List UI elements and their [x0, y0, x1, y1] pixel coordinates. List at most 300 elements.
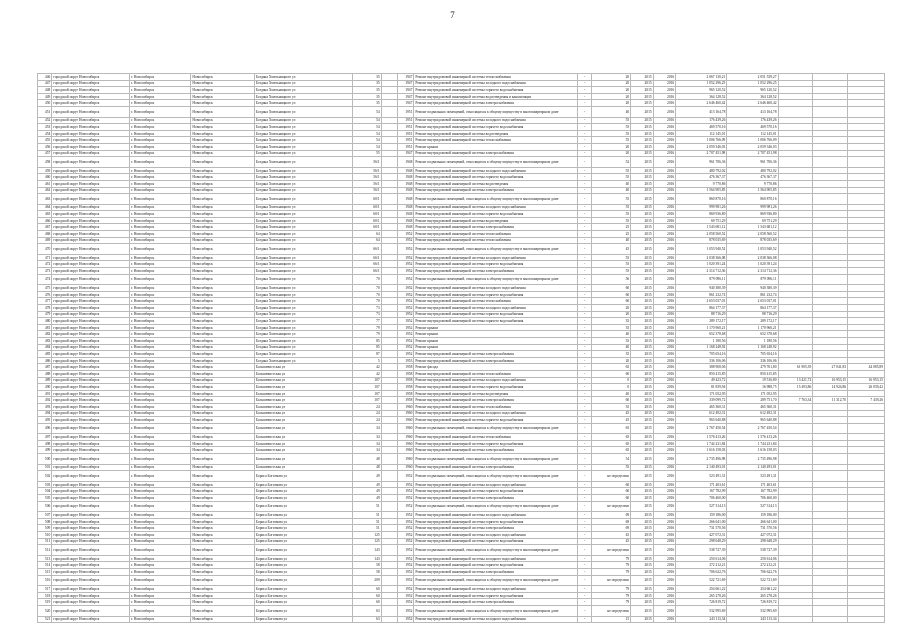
table-cell: Новосибирск — [191, 545, 254, 556]
table-cell: 451 — [38, 106, 52, 117]
table-cell: 466 — [38, 217, 52, 224]
table-cell: Ремонт внутридомовой инженерной системы электроснабжения — [414, 357, 578, 364]
table-cell — [813, 575, 848, 586]
table-cell: Новосибирск — [191, 137, 254, 144]
table-cell: 2016 — [653, 285, 676, 292]
table-cell: 494 — [38, 410, 52, 417]
table-cell — [381, 377, 397, 384]
table-cell: 1952 — [398, 311, 414, 318]
table-cell: 514 — [38, 562, 52, 569]
table-cell: 2015 — [631, 167, 654, 174]
table-cell: 55 — [592, 254, 631, 261]
table-cell: 487 — [38, 364, 52, 371]
table-cell: городской округ Новосибирск — [52, 224, 130, 231]
table-cell: 2015 — [631, 291, 654, 298]
table-cell: 167 782,99 — [676, 488, 727, 495]
table-cell: Ремонт подвальных помещений, относящихся к общему имуществу в многоквартирном доме — [414, 274, 578, 285]
table-cell: Ремонт внутридомовой инженерной системы холодного водоснабжения — [414, 410, 578, 417]
table-cell: 1948 — [398, 167, 414, 174]
table-cell — [813, 447, 848, 454]
table-cell: Ремонт внутридомовой инженерной системы горячего водоснабжения — [414, 384, 578, 391]
table-cell: 87 — [353, 351, 382, 358]
table-cell: 79 — [353, 331, 382, 338]
table-cell: г. Новосибирск — [130, 106, 191, 117]
table-cell: 462 — [38, 187, 52, 194]
table-cell: 51 — [353, 501, 382, 512]
table-cell: г. Новосибирск — [130, 137, 191, 144]
table-cell: 1948 — [398, 211, 414, 218]
table-cell: 2015 — [631, 305, 654, 312]
table-cell: 473 — [38, 268, 52, 275]
table-cell: 2016 — [653, 525, 676, 532]
table-cell — [778, 454, 813, 465]
table-cell: Ремонт внутридомовой инженерной системы горячего водоснабжения — [414, 518, 578, 525]
table-cell: городской округ Новосибирск — [52, 454, 130, 465]
table-cell: г. Новосибирск — [130, 74, 191, 81]
table-cell — [381, 518, 397, 525]
table-cell: 52 — [592, 157, 631, 168]
table-row — [38, 357, 885, 364]
table-cell: 453 — [38, 124, 52, 131]
table-cell: г. Новосибирск — [130, 194, 191, 205]
table-row — [38, 417, 885, 424]
table-cell: 55 — [592, 117, 631, 124]
table-cell: 2015 — [631, 592, 654, 599]
table-cell: г. Новосибирск — [130, 211, 191, 218]
table-cell — [778, 447, 813, 454]
table-cell — [778, 137, 813, 144]
table-cell: - — [578, 291, 592, 298]
table-cell — [778, 417, 813, 424]
table-cell: Бориса Богаткова ул — [254, 518, 352, 525]
table-cell: 940 380,39 — [676, 285, 727, 292]
table-cell: 2 059 346,03 — [727, 143, 778, 150]
table-cell: 2 646 460,42 — [676, 100, 727, 107]
table-cell: 69 751,29 — [727, 217, 778, 224]
table-cell: Бориса Богаткова ул — [254, 481, 352, 488]
page-number: 7 — [450, 10, 455, 20]
table-cell — [848, 324, 885, 331]
table-cell — [848, 187, 885, 194]
table-cell: городской округ Новосибирск — [52, 187, 130, 194]
table-cell: Ремонт внутридомовой инженерной системы холодного водоснабжения — [414, 586, 578, 593]
table-cell: Новосибирск — [191, 224, 254, 231]
table-cell — [848, 244, 885, 255]
table-cell — [381, 174, 397, 181]
table-cell — [381, 364, 397, 371]
table-cell: 2015 — [631, 605, 654, 616]
table-cell — [813, 586, 848, 593]
table-cell: - — [578, 586, 592, 593]
table-cell — [381, 351, 397, 358]
table-cell — [778, 471, 813, 482]
table-cell — [778, 390, 813, 397]
table-cell — [813, 331, 848, 338]
table-cell — [848, 130, 885, 137]
table-cell: 2015 — [631, 397, 654, 404]
table-cell: 107 — [353, 397, 382, 404]
table-cell — [813, 471, 848, 482]
table-cell: Ремонт внутридомовой инженерной системы электроснабжения — [414, 150, 578, 157]
table-cell: 34 — [353, 440, 382, 447]
table-cell: - — [578, 562, 592, 569]
table-cell: 478 — [38, 305, 52, 312]
table-cell: г. Новосибирск — [130, 337, 191, 344]
table-cell: Новосибирск — [191, 298, 254, 305]
table-cell — [778, 254, 813, 261]
table-cell: 2016 — [653, 592, 676, 599]
table-cell: - — [578, 268, 592, 275]
table-cell: - — [578, 364, 592, 371]
table-cell: 2015 — [631, 464, 654, 471]
table-cell — [848, 344, 885, 351]
table-cell: г. Новосибирск — [130, 481, 191, 488]
table-cell: 500 — [38, 454, 52, 465]
table-cell: 56 — [592, 274, 631, 285]
table-cell: Новосибирск — [191, 331, 254, 338]
table-cell: Новосибирск — [191, 616, 254, 623]
table-cell: 159 186,00 — [676, 512, 727, 519]
table-cell: 532 995,69 — [676, 605, 727, 616]
table-cell — [848, 254, 885, 261]
table-cell: 1 616 158,03 — [727, 447, 778, 454]
table-cell: г. Новосибирск — [130, 370, 191, 377]
capital-repair-table — [37, 73, 885, 623]
table-cell: 2016 — [653, 575, 676, 586]
table-cell — [778, 106, 813, 117]
table-cell: 538 727,39 — [727, 545, 778, 556]
table-cell — [813, 298, 848, 305]
table-cell: 468 — [38, 231, 52, 238]
table-row — [38, 331, 885, 338]
table-cell: 2016 — [653, 471, 676, 482]
table-cell — [778, 464, 813, 471]
table-cell: городской округ Новосибирск — [52, 518, 130, 525]
table-cell: городской округ Новосибирск — [52, 397, 130, 404]
table-cell — [778, 331, 813, 338]
table-cell: 1958 — [398, 397, 414, 404]
table-cell: 40 — [592, 390, 631, 397]
table-cell: Бориса Богаткова ул — [254, 501, 352, 512]
table-cell: Новосибирск — [191, 417, 254, 424]
table-cell: Ремонт внутридомовой инженерной системы водоотведения — [414, 217, 578, 224]
table-cell: г. Новосибирск — [130, 124, 191, 131]
table-cell: Богдана Хмельницкого ул — [254, 291, 352, 298]
table-cell — [813, 261, 848, 268]
table-cell: - — [578, 525, 592, 532]
table-cell: 2016 — [653, 254, 676, 261]
table-cell: 55 — [592, 204, 631, 211]
table-cell: городской округ Новосибирск — [52, 331, 130, 338]
table-cell: не определено — [592, 471, 631, 482]
table-cell: 54 — [353, 106, 382, 117]
table-cell: 1952 — [398, 616, 414, 623]
table-cell — [848, 390, 885, 397]
table-cell: 965 120,52 — [676, 87, 727, 94]
table-cell — [813, 217, 848, 224]
table-cell: Новосибирск — [191, 344, 254, 351]
table-cell: - — [578, 599, 592, 606]
table-cell — [778, 80, 813, 87]
table-cell — [381, 605, 397, 616]
table-cell — [381, 100, 397, 107]
table-cell: 2015 — [631, 384, 654, 391]
table-cell: 2015 — [631, 568, 654, 575]
table-cell: 1960 — [398, 440, 414, 447]
table-cell: г. Новосибирск — [130, 150, 191, 157]
table-cell: городской округ Новосибирск — [52, 586, 130, 593]
table-cell — [848, 174, 885, 181]
table-cell: 505 — [38, 495, 52, 502]
table-cell — [381, 261, 397, 268]
table-cell: не определено — [592, 501, 631, 512]
table-cell — [813, 117, 848, 124]
table-cell — [381, 545, 397, 556]
table-cell: городской округ Новосибирск — [52, 211, 130, 218]
table-cell: 479 — [38, 311, 52, 318]
table-cell: 66/1 — [353, 268, 382, 275]
table-cell: Богдана Хмельницкого ул — [254, 237, 352, 244]
table-cell: городской округ Новосибирск — [52, 495, 130, 502]
table-cell — [381, 344, 397, 351]
table-cell: 48 — [353, 454, 382, 465]
table-cell: Бориса Богаткова ул — [254, 545, 352, 556]
table-cell: 2015 — [631, 599, 654, 606]
table-cell: 88 716,29 — [727, 311, 778, 318]
table-cell: 45 — [592, 410, 631, 417]
table-cell: 878 035,69 — [727, 237, 778, 244]
table-cell: 2016 — [653, 80, 676, 87]
table-cell: Большевистская ул — [254, 417, 352, 424]
table-cell: 465 360,31 — [676, 403, 727, 410]
table-cell: 2015 — [631, 403, 654, 410]
table-cell: 81 839,94 — [676, 384, 727, 391]
table-cell — [381, 137, 397, 144]
table-cell: 1951 — [398, 130, 414, 137]
table-cell: 2015 — [631, 512, 654, 519]
table-cell: городской округ Новосибирск — [52, 157, 130, 168]
table-cell: Новосибирск — [191, 254, 254, 261]
table-cell: городской округ Новосибирск — [52, 377, 130, 384]
table-cell: 24 — [353, 410, 382, 417]
table-cell: Ремонт внутридомовой инженерной системы теплоснабжения — [414, 403, 578, 410]
table-cell: 1960 — [398, 434, 414, 441]
table-cell — [848, 447, 885, 454]
table-cell: Бориса Богаткова ул — [254, 525, 352, 532]
table-cell: г. Новосибирск — [130, 143, 191, 150]
table-cell — [778, 605, 813, 616]
table-cell: Новосибирск — [191, 324, 254, 331]
table-cell: 464 — [38, 204, 52, 211]
table-cell: 70 — [353, 298, 382, 305]
table-cell: 860 870,16 — [676, 194, 727, 205]
table-row — [38, 291, 885, 298]
table-cell: - — [578, 397, 592, 404]
table-cell: 54 — [353, 130, 382, 137]
table-cell — [381, 217, 397, 224]
table-cell: 2015 — [631, 311, 654, 318]
table-cell: 2015 — [631, 538, 654, 545]
table-cell — [813, 150, 848, 157]
table-row — [38, 434, 885, 441]
table-cell: 706 460,00 — [727, 495, 778, 502]
table-cell: Новосибирск — [191, 211, 254, 218]
table-cell: Новосибирск — [191, 217, 254, 224]
table-cell: городской округ Новосибирск — [52, 545, 130, 556]
table-cell: 55 — [592, 130, 631, 137]
table-cell: городской округ Новосибирск — [52, 337, 130, 344]
table-cell: Новосибирск — [191, 194, 254, 205]
table-cell — [381, 143, 397, 150]
table-row — [38, 481, 885, 488]
table-cell — [813, 481, 848, 488]
table-cell: - — [578, 143, 592, 150]
table-cell: Богдана Хмельницкого ул — [254, 174, 352, 181]
table-cell: 45 — [592, 532, 631, 539]
table-row — [38, 157, 885, 168]
table-cell: - — [578, 194, 592, 205]
table-cell: 171 052,95 — [727, 390, 778, 397]
table-cell — [778, 423, 813, 434]
table-cell: 60 — [353, 592, 382, 599]
table-cell: Ремонт крыши — [414, 143, 578, 150]
table-cell — [778, 525, 813, 532]
table-cell: г. Новосибирск — [130, 495, 191, 502]
table-cell: 850 415,85 — [727, 370, 778, 377]
table-cell — [381, 117, 397, 124]
table-cell: 60 — [592, 481, 631, 488]
table-cell: Новосибирск — [191, 454, 254, 465]
table-cell: 861 232,74 — [727, 291, 778, 298]
table-cell: Ремонт внутридомовой инженерной системы теплоснабжения — [414, 137, 578, 144]
table-cell: Большевистская ул — [254, 434, 352, 441]
table-cell — [381, 616, 397, 623]
table-cell: - — [578, 117, 592, 124]
table-cell: г. Новосибирск — [130, 471, 191, 482]
table-cell: 2015 — [631, 274, 654, 285]
table-cell — [778, 575, 813, 586]
table-cell: 493 — [38, 403, 52, 410]
table-cell: Бориса Богаткова ул — [254, 592, 352, 599]
table-cell: 465 — [38, 211, 52, 218]
table-cell: 2016 — [653, 117, 676, 124]
table-cell — [848, 495, 885, 502]
table-cell: 1952 — [398, 525, 414, 532]
table-cell: Новосибирск — [191, 187, 254, 194]
table-cell: 491 — [38, 390, 52, 397]
table-cell: городской округ Новосибирск — [52, 268, 130, 275]
table-cell — [848, 204, 885, 211]
table-cell: Ремонт внутридомовой инженерной системы электроснабжения — [414, 351, 578, 358]
table-cell: Ремонт подвальных помещений, относящихся к общему имуществу в многоквартирном доме — [414, 157, 578, 168]
table-cell: 1952 — [398, 344, 414, 351]
table-cell: 65 — [592, 423, 631, 434]
table-cell: 2015 — [631, 268, 654, 275]
table-cell: г. Новосибирск — [130, 488, 191, 495]
table-cell: 66/1 — [353, 254, 382, 261]
table-cell: 965 640,88 — [676, 417, 727, 424]
table-cell: 1952 — [398, 532, 414, 539]
table-cell: 2 067 130,21 — [676, 74, 727, 81]
table-cell: Новосибирск — [191, 532, 254, 539]
table-cell — [381, 194, 397, 205]
table-cell: г. Новосибирск — [130, 291, 191, 298]
table-cell: 2015 — [631, 337, 654, 344]
table-cell: г. Новосибирск — [130, 518, 191, 525]
table-cell: 79 — [592, 562, 631, 569]
table-cell: - — [578, 254, 592, 261]
table-cell: 2015 — [631, 150, 654, 157]
table-cell: 1948 — [398, 187, 414, 194]
table-cell: 69 751,29 — [676, 217, 727, 224]
table-cell: 1960 — [398, 447, 414, 454]
table-cell: 2016 — [653, 555, 676, 562]
table-cell: 2016 — [653, 501, 676, 512]
table-cell: Ремонт подвальных помещений, относящихся к общему имуществу в многоквартирном доме — [414, 244, 578, 255]
table-cell: - — [578, 464, 592, 471]
table-cell: городской округ Новосибирск — [52, 261, 130, 268]
table-cell: 54 — [592, 454, 631, 465]
table-cell: 1952 — [398, 231, 414, 238]
table-cell: Ремонт внутридомовой инженерной системы горячего водоснабжения — [414, 592, 578, 599]
table-cell: г. Новосибирск — [130, 231, 191, 238]
table-cell: Богдана Хмельницкого ул — [254, 157, 352, 168]
table-cell: 1 543 681,12 — [676, 224, 727, 231]
table-cell — [848, 291, 885, 298]
table-cell: 1947 — [398, 150, 414, 157]
table-cell: 2015 — [631, 417, 654, 424]
table-cell: 2016 — [653, 93, 676, 100]
table-row — [38, 311, 885, 318]
table-cell: Новосибирск — [191, 605, 254, 616]
table-cell: Новосибирск — [191, 231, 254, 238]
table-cell — [778, 87, 813, 94]
table-cell: Новосибирск — [191, 174, 254, 181]
table-cell: Большевистская ул — [254, 423, 352, 434]
table-cell — [813, 87, 848, 94]
table-cell: 2015 — [631, 377, 654, 384]
table-cell: Новосибирск — [191, 261, 254, 268]
table-cell: городской округ Новосибирск — [52, 143, 130, 150]
table-cell: 272 212,21 — [676, 562, 727, 569]
table-cell: 447 — [38, 80, 52, 87]
table-row — [38, 555, 885, 562]
table-cell: Бориса Богаткова ул — [254, 562, 352, 569]
table-cell: 364 128,52 — [676, 93, 727, 100]
table-cell: 176 439,26 — [676, 117, 727, 124]
table-cell: г. Новосибирск — [130, 285, 191, 292]
table-cell: 2016 — [653, 224, 676, 231]
table-cell — [778, 488, 813, 495]
table-cell: 7 439,26 — [848, 397, 885, 404]
table-cell: 612 492,31 — [676, 410, 727, 417]
table-cell: 1 576 413,26 — [727, 434, 778, 441]
table-cell: 2015 — [631, 454, 654, 465]
table-cell: 2015 — [631, 562, 654, 569]
table-cell: 499 — [38, 447, 52, 454]
table-cell: Большевистская ул — [254, 364, 352, 371]
table-cell: г. Новосибирск — [130, 244, 191, 255]
table-cell — [778, 410, 813, 417]
table-cell: 55 — [592, 464, 631, 471]
table-cell — [381, 124, 397, 131]
table-cell — [848, 501, 885, 512]
table-cell — [848, 331, 885, 338]
table-cell: - — [578, 545, 592, 556]
table-cell: городской округ Новосибирск — [52, 180, 130, 187]
table-cell: 2015 — [631, 285, 654, 292]
table-cell: Бориса Богаткова ул — [254, 586, 352, 593]
